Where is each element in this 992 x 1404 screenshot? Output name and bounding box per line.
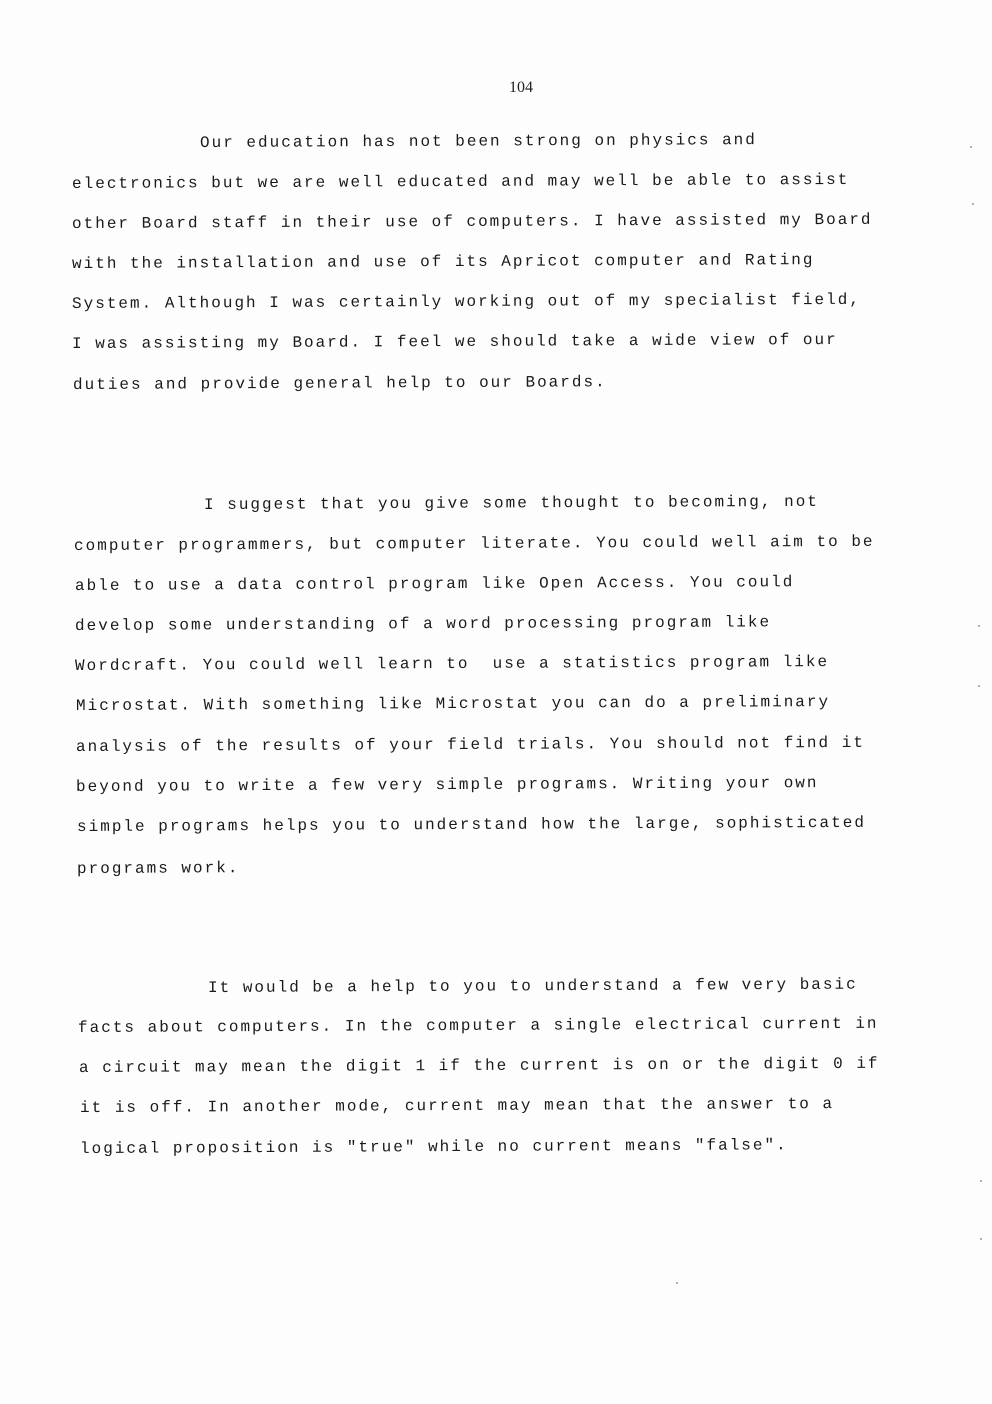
text-line: facts about computers. In the computer a single electrical current in bbox=[77, 1014, 879, 1037]
page-number: 104 bbox=[509, 79, 533, 96]
scan-speck bbox=[970, 146, 972, 148]
text-line: simple programs helps you to understand how the large, sophisticated bbox=[76, 813, 866, 836]
scan-speck bbox=[980, 1180, 982, 1182]
text-line: logical proposition is "true" while no current means "false". bbox=[79, 1136, 788, 1158]
scan-speck bbox=[980, 1238, 982, 1240]
text-line: System. Although I was certainly working out of my specialist field, bbox=[71, 290, 861, 313]
text-line: It would be a help to you to understand a few very basic bbox=[207, 975, 858, 997]
text-line: duties and provide general help to our Boards. bbox=[72, 373, 607, 394]
text-line: Our education has not been strong on physics and bbox=[199, 131, 757, 152]
text-line: analysis of the results of your field trials. You should not find it bbox=[75, 733, 865, 756]
text-line: develop some understanding of a word processing program like bbox=[74, 613, 772, 635]
scan-speck bbox=[972, 203, 974, 205]
text-line: other Board staff in their use of computers. I have assisted my Board bbox=[71, 210, 873, 233]
text-line: a circuit may mean the digit 1 if the current is on or the digit 0 if bbox=[78, 1054, 880, 1077]
text-line: able to use a data control program like Open Access. You could bbox=[74, 573, 795, 595]
text-line: I suggest that you give some thought to becoming, not bbox=[203, 492, 819, 514]
scan-speck bbox=[978, 625, 980, 627]
text-line: electronics but we are well educated and may well be able to assist bbox=[71, 170, 850, 193]
text-line: Microstat. With something like Microstat you can do a preliminary bbox=[75, 693, 831, 715]
scan-speck bbox=[676, 1282, 678, 1284]
text-line: computer programmers, but computer literate. You could well aim to be bbox=[73, 532, 875, 555]
text-line: with the installation and use of its Apricot computer and Rating bbox=[71, 251, 815, 273]
text-line: programs work. bbox=[76, 859, 240, 878]
text-line: beyond you to write a few very simple programs. Writing your own bbox=[75, 774, 819, 796]
text-line: I was assisting my Board. I feel we should take a wide view of our bbox=[71, 330, 838, 353]
text-line: Wordcraft. You could well learn to use a statistics program like bbox=[74, 653, 830, 675]
scan-speck bbox=[978, 685, 980, 687]
text-line: it is off. In another mode, current may mean that the answer to a bbox=[79, 1095, 835, 1117]
